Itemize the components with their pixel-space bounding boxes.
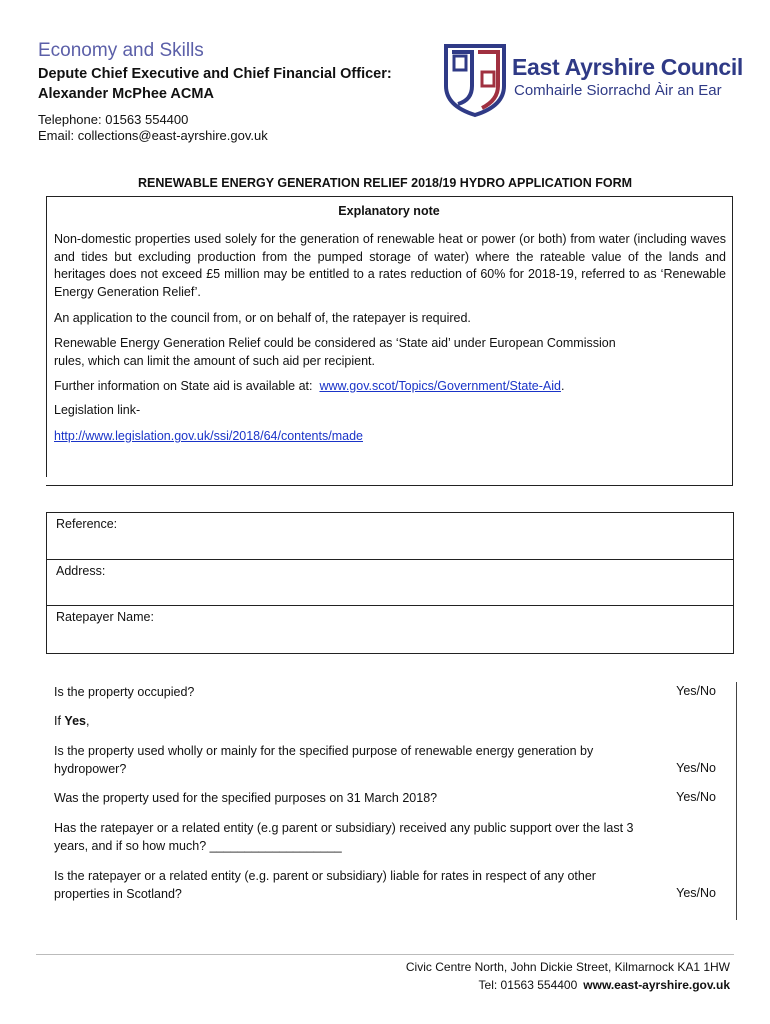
note-paragraph-further-info bbox=[54, 378, 726, 396]
further-info-period: . bbox=[560, 379, 565, 393]
question-other-properties-line-1: Is the ratepayer or a related entity (e.g. parent or subsidiary) liable for rates in respect of any other bbox=[54, 869, 596, 883]
footer-contact bbox=[479, 978, 730, 992]
answer-hydropower[interactable]: Yes/No bbox=[676, 761, 716, 775]
legislation-link-line bbox=[54, 428, 726, 446]
answer-march-2018[interactable]: Yes/No bbox=[676, 790, 716, 804]
further-info-text: Further information on State aid is available at: bbox=[54, 379, 313, 393]
explanatory-note-box bbox=[46, 196, 733, 486]
applicant-details-box bbox=[46, 512, 734, 654]
answer-other-properties[interactable]: Yes/No bbox=[676, 886, 716, 900]
address-label: Address: bbox=[56, 564, 106, 578]
officer-role: Depute Chief Executive and Chief Financial Officer: bbox=[38, 66, 392, 82]
footer-website[interactable]: www.east-ayrshire.gov.uk bbox=[583, 978, 730, 992]
state-aid-line-2: rules, which can limit the amount of such aid per recipient. bbox=[54, 353, 375, 368]
legislation-link[interactable]: http://www.legislation.gov.uk/ssi/2018/64/contents/made bbox=[54, 429, 363, 443]
footer-divider bbox=[36, 954, 734, 955]
questions-right-border bbox=[736, 682, 737, 920]
question-public-support-line-1: Has the ratepayer or a related entity (e.g parent or subsidiary) received any public support over the last 3 bbox=[54, 821, 634, 835]
if-yes-bold: Yes bbox=[64, 714, 86, 728]
question-public-support bbox=[54, 820, 716, 855]
if-prefix: If bbox=[54, 714, 65, 728]
reference-label: Reference: bbox=[56, 517, 118, 531]
explanatory-note-heading: Explanatory note bbox=[338, 204, 440, 218]
question-public-support-line-2: years, and if so how much? ___________________ bbox=[54, 838, 342, 853]
contact-block bbox=[38, 112, 268, 144]
council-gaelic-name: Comhairle Siorrachd Àir an Ear bbox=[514, 82, 722, 99]
answer-occupied[interactable]: Yes/No bbox=[676, 684, 716, 698]
legislation-label: Legislation link- bbox=[54, 403, 141, 417]
note-paragraph-application: An application to the council from, or on behalf of, the ratepayer is required. bbox=[54, 311, 471, 325]
note-paragraph-state-aid bbox=[54, 335, 726, 370]
form-title: RENEWABLE ENERGY GENERATION RELIEF 2018/19 HYDRO APPLICATION FORM bbox=[137, 176, 633, 190]
question-other-properties bbox=[54, 868, 716, 903]
email-text: Email: collections@east-ayrshire.gov.uk bbox=[38, 128, 268, 143]
question-occupied: Is the property occupied? bbox=[54, 685, 195, 699]
council-name: East Ayrshire Council bbox=[512, 54, 744, 80]
footer-address: Civic Centre North, John Dickie Street, Kilmarnock KA1 1HW bbox=[405, 960, 730, 974]
officer-name: Alexander McPhee ACMA bbox=[38, 86, 214, 102]
department-title: Economy and Skills bbox=[38, 40, 204, 61]
ratepayer-name-label: Ratepayer Name: bbox=[56, 610, 154, 624]
council-crest-icon bbox=[442, 42, 508, 118]
if-yes-line bbox=[54, 713, 716, 731]
question-other-properties-line-2: properties in Scotland? bbox=[54, 886, 182, 901]
if-suffix: , bbox=[85, 714, 90, 728]
footer-telephone: Tel: 01563 554400 bbox=[478, 978, 578, 992]
question-hydropower-line-2: hydropower? bbox=[54, 761, 127, 776]
question-hydropower bbox=[54, 743, 716, 778]
telephone-text: Telephone: 01563 554400 bbox=[38, 112, 189, 127]
officer-block bbox=[38, 64, 392, 104]
note-paragraph-eligibility: Non-domestic properties used solely for the generation of renewable heat or power (or both) from water (including waves and tides but excluding production from the pumped storage of water) where the rateable value of the lands and heritages does not exceed £5 million may be entitled to a rates reduction of 60% for 2018-19, referred to as ‘Renewable Energy Generation Relief’. bbox=[54, 232, 726, 299]
question-hydropower-line-1: Is the property used wholly or mainly for the specified purpose of renewable energy generation by bbox=[54, 744, 594, 758]
question-march-2018: Was the property used for the specified purposes on 31 March 2018? bbox=[54, 791, 438, 805]
state-aid-link[interactable]: www.gov.scot/Topics/Government/State-Aid bbox=[319, 379, 561, 393]
ratepayer-name-field[interactable] bbox=[47, 605, 733, 652]
reference-field[interactable] bbox=[47, 513, 733, 559]
address-field[interactable] bbox=[47, 559, 733, 606]
box-left-border bbox=[46, 197, 47, 477]
state-aid-line-1: Renewable Energy Generation Relief could be considered as ‘State aid’ under European Commission bbox=[54, 336, 616, 350]
